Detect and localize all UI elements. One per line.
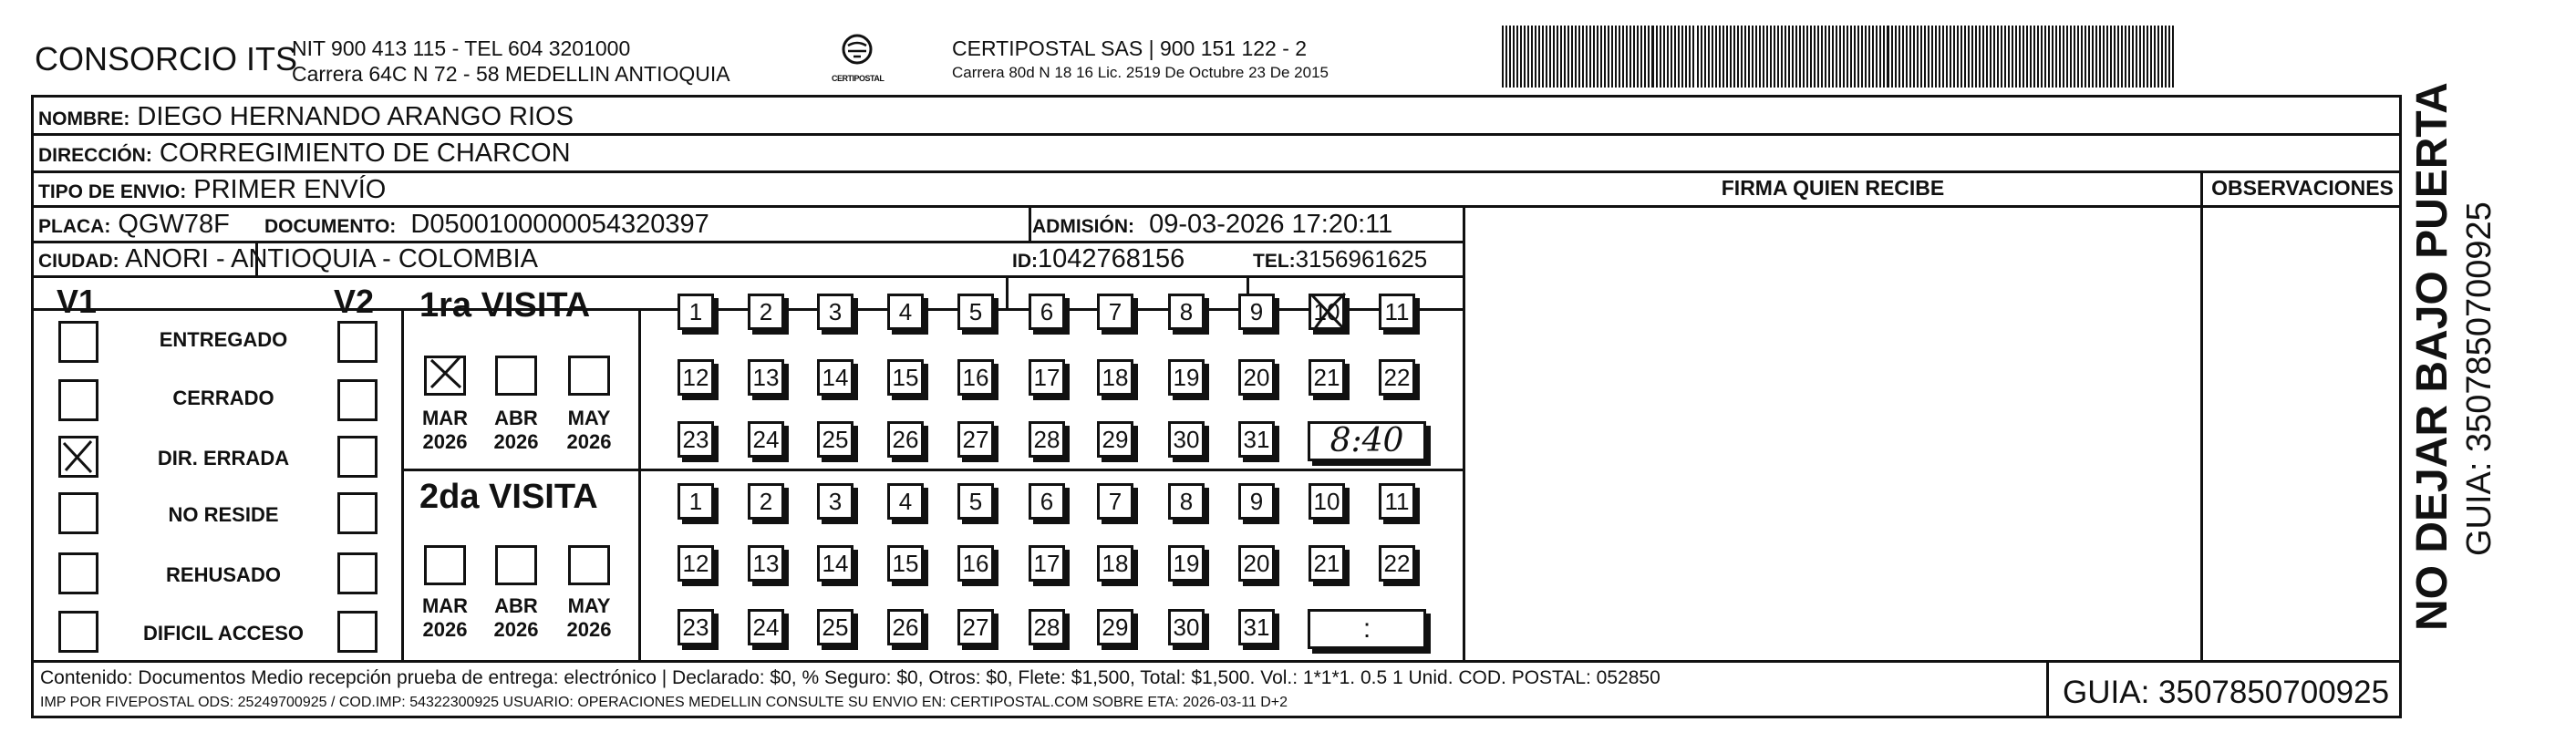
month-year: 2026 xyxy=(566,430,612,453)
x-mark-icon xyxy=(60,438,97,476)
first-visit-month-checkbox[interactable] xyxy=(495,356,537,396)
day-box[interactable]: 8 xyxy=(1168,294,1205,330)
day-box[interactable]: 15 xyxy=(887,359,924,396)
direccion-field xyxy=(38,137,571,172)
month-name: ABR xyxy=(494,407,538,429)
logo-text: CERTIPOSTAL xyxy=(832,74,885,83)
day-box[interactable]: 17 xyxy=(1029,359,1065,396)
day-box[interactable]: 16 xyxy=(957,545,994,582)
tel-label: TEL: xyxy=(1253,251,1296,272)
company-name: CONSORCIO ITS xyxy=(35,40,298,77)
day-box[interactable]: 27 xyxy=(957,609,994,645)
day-box[interactable]: 20 xyxy=(1238,359,1275,396)
month-label xyxy=(489,407,543,454)
v1-label: V1 xyxy=(57,283,98,320)
documento-field xyxy=(264,208,709,243)
v1-checkbox[interactable] xyxy=(58,552,98,594)
day-box[interactable]: 29 xyxy=(1097,609,1133,645)
v1-checkbox[interactable] xyxy=(58,611,98,653)
day-box[interactable]: 22 xyxy=(1379,545,1415,582)
day-box[interactable]: 24 xyxy=(748,421,784,458)
month-label xyxy=(562,407,616,454)
month-name: MAR xyxy=(421,594,469,617)
month-name: MAY xyxy=(567,407,611,429)
courier-info-line2: Carrera 80d N 18 16 Lic. 2519 De Octubre 23 De 2015 xyxy=(952,64,1329,81)
day-box[interactable]: 31 xyxy=(1238,609,1275,645)
direccion-value: CORREGIMIENTO DE CHARCON xyxy=(159,139,571,168)
day-box[interactable]: 14 xyxy=(817,359,853,396)
day-box[interactable]: 23 xyxy=(678,609,714,645)
company-info-line1: NIT 900 413 115 - TEL 604 3201000 xyxy=(292,36,631,60)
month-year: 2026 xyxy=(493,618,539,641)
day-box[interactable]: 26 xyxy=(887,421,924,458)
month-name: MAR xyxy=(421,407,469,429)
placa-label: PLACA: xyxy=(38,216,111,237)
status-label: CERRADO xyxy=(172,387,274,409)
side-notice: NO DEJAR BAJO PUERTA xyxy=(2408,82,2457,631)
month-year: 2026 xyxy=(422,430,468,453)
ciudad-value: ANORI - ANTIOQUIA - COLOMBIA xyxy=(125,244,538,273)
month-label xyxy=(418,594,472,642)
x-mark-icon xyxy=(1305,288,1352,335)
status-label: REHUSADO xyxy=(166,563,281,586)
barcode-icon xyxy=(1502,26,2178,88)
day-box[interactable]: 9 xyxy=(1238,294,1275,330)
tipo-envio-label: TIPO DE ENVIO: xyxy=(38,181,187,202)
day-box[interactable]: 11 xyxy=(1379,294,1415,330)
id-label: ID: xyxy=(1012,251,1038,272)
day-box[interactable]: 23 xyxy=(678,421,714,458)
month-name: MAY xyxy=(567,594,611,617)
firma-header: FIRMA QUIEN RECIBE xyxy=(1721,176,1945,200)
certipostal-logo xyxy=(832,33,883,88)
status-label: DIFICIL ACCESO xyxy=(142,622,304,645)
day-box[interactable]: 16 xyxy=(957,359,994,396)
placa-field xyxy=(38,208,230,243)
day-box[interactable]: 10 xyxy=(1309,483,1345,520)
day-box[interactable]: 2 xyxy=(748,483,784,520)
second-visit-month-checkbox[interactable] xyxy=(424,545,466,585)
v1-checkbox[interactable] xyxy=(58,379,98,421)
day-box[interactable]: 9 xyxy=(1238,483,1275,520)
day-box[interactable]: 30 xyxy=(1168,609,1205,645)
day-box[interactable]: 31 xyxy=(1238,421,1275,458)
second-visit-month-checkbox[interactable] xyxy=(568,545,610,585)
v2-label: V2 xyxy=(334,283,375,320)
day-box[interactable]: 28 xyxy=(1029,609,1065,645)
company-info-line2: Carrera 64C N 72 - 58 MEDELLIN ANTIOQUIA xyxy=(292,62,730,86)
day-box[interactable]: 21 xyxy=(1309,545,1345,582)
day-box[interactable]: 1 xyxy=(678,294,714,330)
day-box[interactable]: 4 xyxy=(887,483,924,520)
day-box[interactable]: 27 xyxy=(957,421,994,458)
day-box[interactable]: 26 xyxy=(887,609,924,645)
day-box[interactable]: 18 xyxy=(1097,359,1133,396)
admision-label: ADMISIÓN: xyxy=(1032,216,1134,237)
day-box[interactable]: 14 xyxy=(817,545,853,582)
first-visit-month-checkbox[interactable] xyxy=(424,356,466,396)
day-box[interactable]: 22 xyxy=(1379,359,1415,396)
courier-info-line1: CERTIPOSTAL SAS | 900 151 122 - 2 xyxy=(952,36,1308,60)
footer-content-line: Contenido: Documentos Medio recepción prueba de entrega: electrónico | Declarado: $0, % Seguro: $0, Otros: $0, Flete: $1,500, Total: $1,500. Vol.: 1*1*1. 0.5 1 Unid. COD. POSTAL: 052850 xyxy=(40,667,1660,688)
first-visit-month-checkbox[interactable] xyxy=(568,356,610,396)
day-box[interactable]: 8 xyxy=(1168,483,1205,520)
v2-checkbox[interactable] xyxy=(337,436,378,478)
second-visit-month-checkbox[interactable] xyxy=(495,545,537,585)
day-box[interactable]: 5 xyxy=(957,483,994,520)
v2-checkbox[interactable] xyxy=(337,379,378,421)
day-box[interactable]: 12 xyxy=(678,545,714,582)
v2-checkbox[interactable] xyxy=(337,552,378,594)
footer-guia: GUIA: 3507850700925 xyxy=(2063,675,2390,710)
admision-field xyxy=(1032,208,1392,243)
first-visit-title: 1ra VISITA xyxy=(419,286,591,325)
day-box[interactable]: 7 xyxy=(1097,294,1133,330)
postal-logo-icon xyxy=(832,33,883,69)
ciudad-label: CIUDAD: xyxy=(38,251,119,272)
nombre-label: NOMBRE: xyxy=(38,108,130,129)
day-box[interactable]: 18 xyxy=(1097,545,1133,582)
day-box[interactable]: 3 xyxy=(817,294,853,330)
tel-field xyxy=(1253,242,1427,278)
day-box[interactable]: 6 xyxy=(1029,483,1065,520)
placa-value: QGW78F xyxy=(118,210,230,239)
v1-checkbox[interactable] xyxy=(58,492,98,534)
direccion-label: DIRECCIÓN: xyxy=(38,145,152,166)
tel-value: 3156961625 xyxy=(1295,245,1428,273)
day-box[interactable]: 19 xyxy=(1168,359,1205,396)
day-box[interactable]: 17 xyxy=(1029,545,1065,582)
day-box[interactable]: 25 xyxy=(817,421,853,458)
second-visit-time[interactable]: : xyxy=(1308,609,1426,649)
day-box[interactable]: 4 xyxy=(887,294,924,330)
day-box[interactable]: 10 xyxy=(1309,294,1345,330)
day-box[interactable]: 28 xyxy=(1029,421,1065,458)
day-box[interactable]: 11 xyxy=(1379,483,1415,520)
status-label: DIR. ERRADA xyxy=(157,447,290,469)
month-year: 2026 xyxy=(422,618,468,641)
day-box[interactable]: 13 xyxy=(748,545,784,582)
v1-checkbox[interactable] xyxy=(58,436,98,478)
day-box[interactable]: 29 xyxy=(1097,421,1133,458)
day-box[interactable]: 19 xyxy=(1168,545,1205,582)
day-box[interactable]: 5 xyxy=(957,294,994,330)
month-name: ABR xyxy=(494,594,538,617)
day-box[interactable]: 2 xyxy=(748,294,784,330)
status-label: NO RESIDE xyxy=(168,503,279,526)
tipo-envio-field xyxy=(38,173,386,209)
ciudad-field xyxy=(38,242,538,278)
day-box[interactable]: 6 xyxy=(1029,294,1065,330)
first-visit-time[interactable]: 8:40 xyxy=(1308,421,1426,461)
second-visit-title: 2da VISITA xyxy=(419,478,598,516)
day-box[interactable]: 13 xyxy=(748,359,784,396)
nombre-field xyxy=(38,100,574,136)
day-box[interactable]: 20 xyxy=(1238,545,1275,582)
observaciones-header: OBSERVACIONES xyxy=(2211,176,2394,200)
nombre-value: DIEGO HERNANDO ARANGO RIOS xyxy=(137,102,574,131)
id-value: 1042768156 xyxy=(1038,244,1185,273)
v2-checkbox[interactable] xyxy=(337,321,378,363)
day-box[interactable]: 1 xyxy=(678,483,714,520)
day-box[interactable]: 24 xyxy=(748,609,784,645)
day-box[interactable]: 7 xyxy=(1097,483,1133,520)
day-box[interactable]: 21 xyxy=(1309,359,1345,396)
documento-value: D0500100000054320397 xyxy=(410,210,709,239)
month-year: 2026 xyxy=(493,430,539,453)
month-label xyxy=(418,407,472,454)
footer-print-line: IMP POR FIVEPOSTAL ODS: 25249700925 / COD.IMP: 54322300925 USUARIO: OPERACIONES MEDELLIN CONSULTE SU ENVIO EN: CERTIPOSTAL.COM SOBRE ETA: 2026-03-11 D+2 xyxy=(40,695,1288,710)
day-box[interactable]: 12 xyxy=(678,359,714,396)
v1-checkbox[interactable] xyxy=(58,321,98,363)
admision-value: 09-03-2026 17:20:11 xyxy=(1149,210,1393,239)
v2-checkbox[interactable] xyxy=(337,492,378,534)
day-box[interactable]: 25 xyxy=(817,609,853,645)
barcode xyxy=(1502,26,2178,88)
tipo-envio-value: PRIMER ENVÍO xyxy=(193,175,387,204)
day-box[interactable]: 15 xyxy=(887,545,924,582)
v2-checkbox[interactable] xyxy=(337,611,378,653)
month-label xyxy=(489,594,543,642)
status-label: ENTREGADO xyxy=(159,328,288,351)
day-box[interactable]: 3 xyxy=(817,483,853,520)
side-guia: GUIA: 3507850700925 xyxy=(2460,201,2498,556)
month-label xyxy=(562,594,616,642)
x-mark-icon xyxy=(424,351,466,391)
id-field xyxy=(1012,242,1185,278)
day-box[interactable]: 30 xyxy=(1168,421,1205,458)
month-year: 2026 xyxy=(566,618,612,641)
documento-label: DOCUMENTO: xyxy=(264,216,397,237)
